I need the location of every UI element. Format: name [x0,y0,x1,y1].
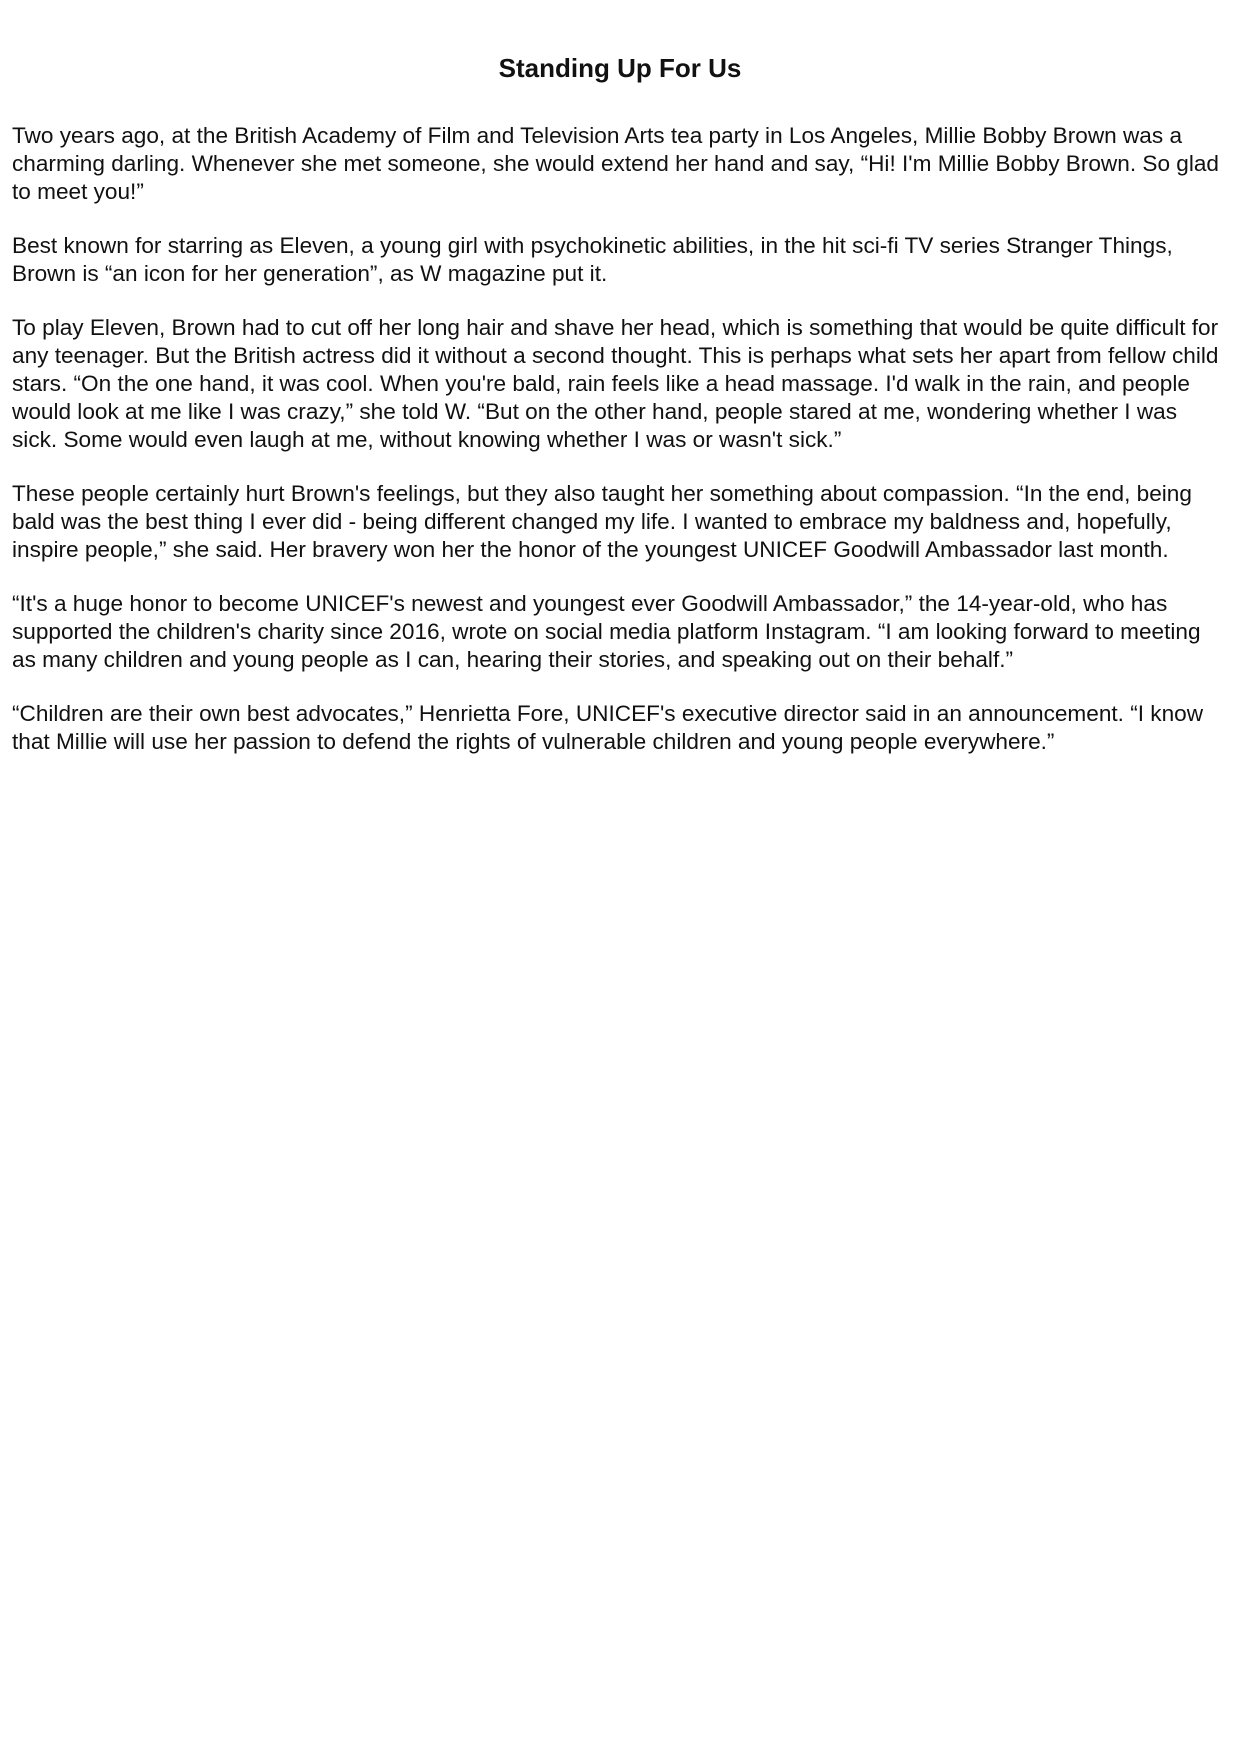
article-paragraph: These people certainly hurt Brown's feelings, but they also taught her something about compassion. “In the end, being bald was the best thing I ever did - being different changed my life. I wanted to embrace my baldness and, hopefully, inspire people,” she said. Her bravery won her the honor of the youngest UNICEF Goodwill Ambassador last month. [12,481,1192,562]
document-title: Standing Up For Us [498,53,742,83]
article-paragraph: “Children are their own best advocates,” Henrietta Fore, UNICEF's executive director said in an announcement. “I know that Millie will use her passion to defend the rights of vulnerable children and young people everywhere.” [12,701,1204,754]
article-body [12,122,1228,756]
article-paragraph: “It's a huge honor to become UNICEF's newest and youngest ever Goodwill Ambassador,” the 14-year-old, who has supported the children's charity since 2016, wrote on social media platform Instagram. “I am looking forward to meeting as many children and young people as I can, hearing their stories, and speaking out on their behalf.” [12,591,1201,672]
article-paragraph: Two years ago, at the British Academy of Film and Television Arts tea party in Los Angeles, Millie Bobby Brown was a charming darling. Whenever she met someone, she would extend her hand and say, “Hi! I'm Millie Bobby Brown. So glad to meet you!” [12,123,1219,204]
article-paragraph: To play Eleven, Brown had to cut off her long hair and shave her head, which is something that would be quite difficult for any teenager. But the British actress did it without a second thought. This is perhaps what sets her apart from fellow child stars. “On the one hand, it was cool. When you're bald, rain feels like a head massage. I'd walk in the rain, and people would look at me like I was crazy,” she told W. “But on the other hand, people stared at me, wondering whether I was sick. Some would even laugh at me, without knowing whether I was or wasn't sick.” [12,315,1219,452]
article-paragraph: Best known for starring as Eleven, a young girl with psychokinetic abilities, in the hit sci-fi TV series Stranger Things, Brown is “an icon for her generation”, as W magazine put it. [12,233,1173,286]
